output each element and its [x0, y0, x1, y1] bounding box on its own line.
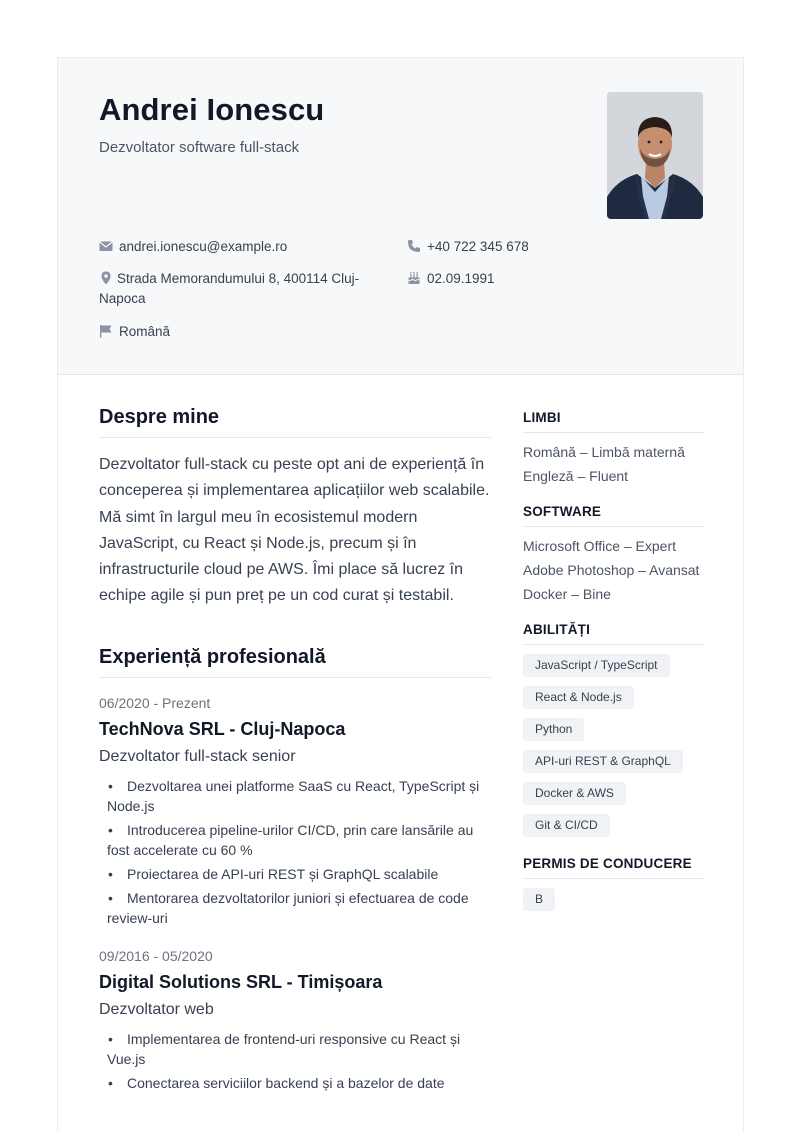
skill-tag: API-uri REST & GraphQL	[523, 750, 683, 773]
birthdate-text: 02.09.1991	[427, 271, 495, 286]
job-company: Digital Solutions SRL - Timișoara	[99, 971, 383, 992]
section-title-skills: ABILITĂȚI	[523, 622, 704, 645]
skill-tag: JavaScript / TypeScript	[523, 654, 670, 677]
language-item: Română – Limbă maternă	[523, 444, 685, 460]
job-bullet: • Introducerea pipeline-urilor CI/CD, prin care lansările au fost accelerate cu 60 %	[107, 820, 491, 860]
person-name: Andrei Ionescu	[99, 92, 325, 127]
nationality-text: Română	[119, 324, 171, 339]
section-title-languages: LIMBI	[523, 410, 704, 433]
software-list	[523, 536, 704, 604]
job-bullet: • Conectarea serviciilor backend și a bazelor de date	[107, 1073, 491, 1093]
job-bullet: • Proiectarea de API-uri REST și GraphQL scalabile	[107, 864, 491, 884]
about-text: Dezvoltator full-stack cu peste opt ani de experiență în conceperea și implementarea aplicațiilor web scalabile. Mă simt în largul meu în ecosistemul modern JavaScript, cu React și Node.js, precum și în infrastructurile cloud pe AWS. Îmi place să lucrez în echipe agile și pun preț pe un cod curat și testabil.	[99, 456, 490, 605]
skill-tag: Docker & AWS	[523, 782, 626, 805]
section-title-about: Despre mine	[99, 406, 491, 438]
job-date: 06/2020 - Prezent	[99, 694, 211, 711]
contact-address	[99, 269, 399, 309]
skill-tag: React & Node.js	[523, 686, 634, 709]
skill-tag: Git & CI/CD	[523, 814, 610, 837]
license-block	[523, 856, 704, 920]
job-company: TechNova SRL - Cluj-Napoca	[99, 718, 346, 739]
sidebar-column	[523, 410, 704, 938]
software-block	[523, 504, 704, 604]
section-title-license: PERMIS DE CONDUCERE	[523, 856, 704, 879]
contact-phone[interactable]	[407, 237, 607, 257]
contact-birthdate	[407, 269, 607, 289]
section-title-software: SOFTWARE	[523, 504, 704, 527]
software-item: Docker – Bine	[523, 586, 611, 602]
envelope-icon	[99, 239, 113, 253]
software-item: Microsoft Office – Expert	[523, 538, 677, 554]
flag-icon	[99, 324, 113, 338]
job-bullet-list	[99, 776, 491, 928]
phone-icon	[407, 239, 421, 253]
job-entry	[99, 695, 491, 928]
map-pin-icon	[99, 271, 113, 285]
main-column	[99, 406, 491, 1097]
software-item: Adobe Photoshop – Avansat	[523, 562, 700, 578]
contact-email[interactable]	[99, 237, 399, 257]
skills-tags	[523, 654, 704, 846]
phone-text: +40 722 345 678	[427, 239, 529, 254]
license-tags	[523, 888, 704, 920]
email-text: andrei.ionescu@example.ro	[119, 239, 288, 254]
job-bullet-list	[99, 1029, 491, 1093]
section-title-experience: Experiență profesională	[99, 646, 491, 678]
languages-block	[523, 410, 704, 486]
resume-page	[57, 57, 744, 1131]
skills-block	[523, 622, 704, 846]
person-title: Dezvoltator software full-stack	[99, 139, 300, 156]
address-text: Strada Memorandumului 8, 400114 Cluj-Napoca	[99, 271, 360, 306]
job-bullet: • Mentorarea dezvoltatorilor juniori și efectuarea de code review-uri	[107, 888, 491, 928]
profile-photo	[607, 92, 703, 219]
job-role: Dezvoltator web	[99, 1000, 214, 1018]
job-bullet: • Dezvoltarea unei platforme SaaS cu React, TypeScript și Node.js	[107, 776, 491, 816]
language-item: Engleză – Fluent	[523, 468, 629, 484]
resume-header	[58, 58, 743, 375]
job-bullet: • Implementarea de frontend-uri responsive cu React și Vue.js	[107, 1029, 491, 1069]
license-tag: B	[523, 888, 555, 911]
contact-nationality	[99, 322, 299, 342]
cake-icon	[407, 271, 421, 285]
job-entry	[99, 948, 491, 1093]
job-date: 09/2016 - 05/2020	[99, 947, 213, 964]
languages-list	[523, 442, 704, 486]
person-portrait-image	[607, 92, 703, 219]
skill-tag: Python	[523, 718, 584, 741]
job-role: Dezvoltator full-stack senior	[99, 747, 296, 765]
